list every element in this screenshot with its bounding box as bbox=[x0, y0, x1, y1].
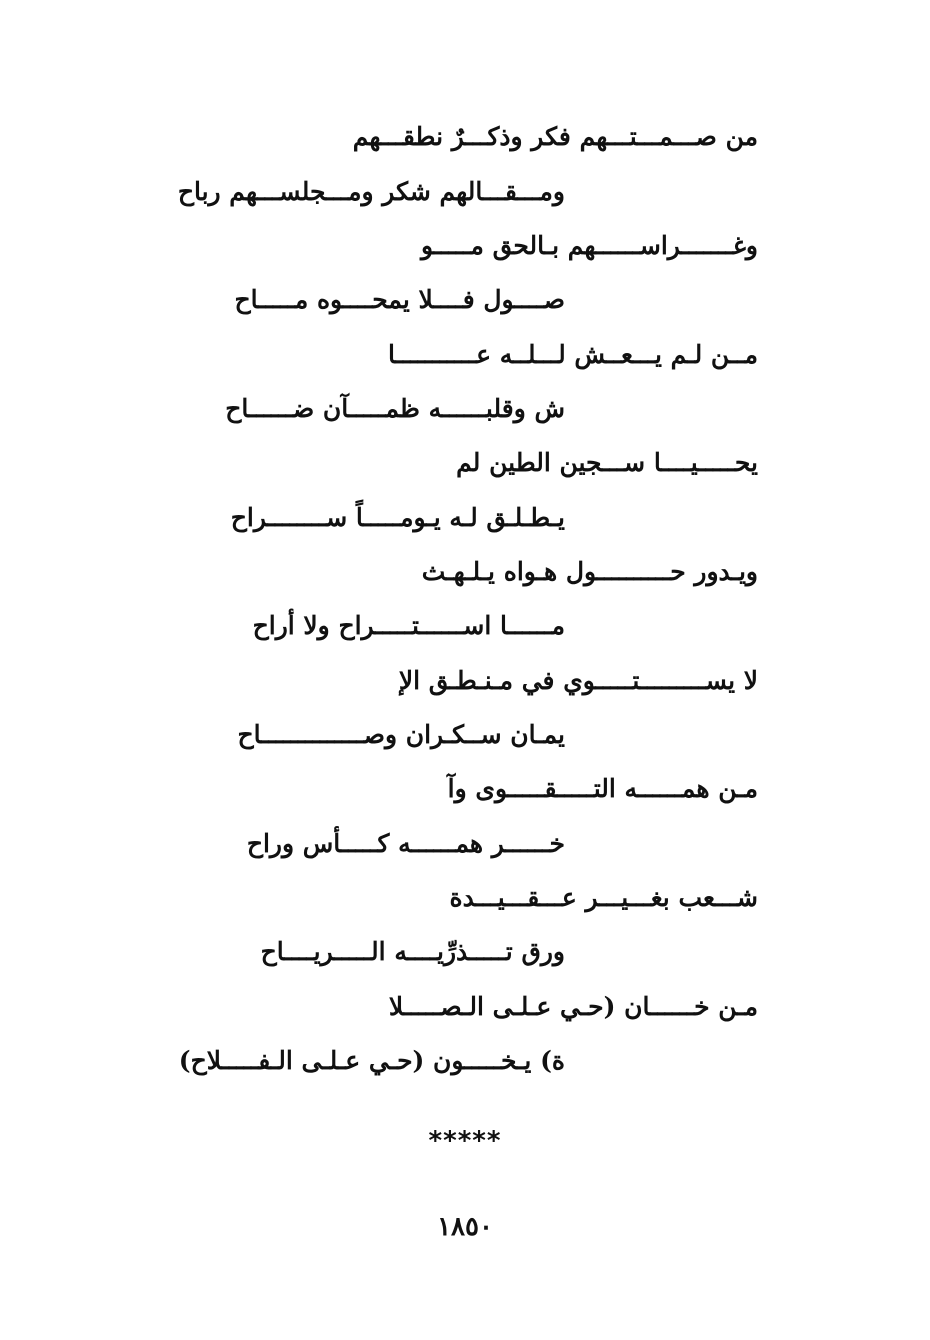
poem-line: يحـــــيــــا ســـجين الطين لم bbox=[456, 448, 758, 477]
poem-line: مــــــا اســــــتـــــراح ولا أراح bbox=[252, 611, 565, 640]
poem-line: يـطـلـق لـه يـومـــــاً ســــــــراح bbox=[230, 503, 565, 532]
poem-line: لا يســـــــــتـــــوي في مـنـطـق الإ bbox=[398, 666, 758, 695]
poem-line: ويـدور حــــــــــول هـواه يـلـهـث bbox=[421, 557, 758, 586]
poem-line: شـــعب بغـــيـــر عـــقـــيـــدة bbox=[449, 883, 758, 912]
poem-line: يمـان ســكـران وصــــــــــــــاح bbox=[237, 720, 565, 749]
section-separator: ***** bbox=[428, 1126, 502, 1156]
poem-line: مـن خــــــان (حـي عـلـى الـصـــــلا bbox=[388, 992, 758, 1021]
poem-line: خــــــر همــــــه كـــــأس وراح bbox=[246, 829, 565, 858]
poem-line: مـن همــــــه التـــــقـــــوى وآ bbox=[447, 774, 758, 803]
poem-line: من صـــمـــتـــهم فكر وذكـــرٌ نطقـــهم bbox=[352, 122, 758, 151]
poem-line: مــن لـم يـــعــش لـــلــه عـــــــــــا bbox=[388, 340, 758, 369]
poem-line: ش وقلبــــــه ظمـــــآن ضــــــاح bbox=[225, 394, 565, 423]
poem-line: صــــول فــــلا يمحــــوه مـــــاح bbox=[234, 285, 565, 314]
poem-line: ة) يـخـــــون (حـي عـلـى الـفـــــلاح) bbox=[178, 1046, 565, 1075]
poem-line: وغـــــــراســــــهم بـالحق مـــــو bbox=[420, 231, 758, 260]
poem-line: ورق تـــــذرِّيــــه الـــــريــــاح bbox=[260, 937, 565, 966]
page-number: ١٨٥٠ bbox=[437, 1212, 493, 1242]
poem-line: ومـــقـــالهم شكر ومـــجلســـهم رباح bbox=[177, 177, 565, 206]
